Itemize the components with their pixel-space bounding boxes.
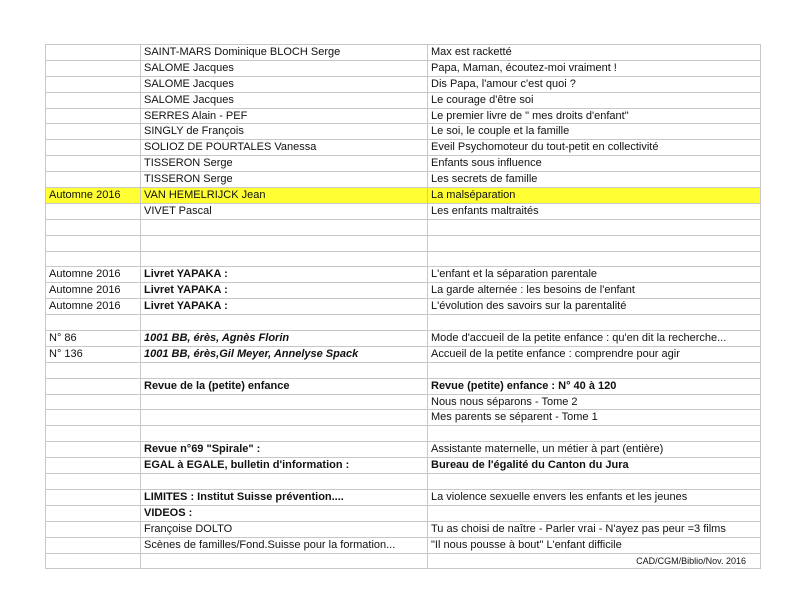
date-cell[interactable] xyxy=(45,61,141,76)
title-cell[interactable]: Max est racketté xyxy=(428,45,761,60)
table-row xyxy=(45,395,761,411)
author-cell[interactable]: 1001 BB, érès, Agnès Florin xyxy=(141,331,428,346)
author-cell[interactable] xyxy=(141,363,428,378)
date-cell[interactable]: Automne 2016 xyxy=(45,283,141,298)
title-cell[interactable]: Nous nous séparons - Tome 2 xyxy=(428,395,761,410)
table-row xyxy=(45,410,761,426)
date-cell[interactable] xyxy=(45,363,141,378)
table-row xyxy=(45,77,761,93)
date-cell[interactable] xyxy=(45,236,141,251)
title-cell[interactable]: Dis Papa, l'amour c'est quoi ? xyxy=(428,77,761,92)
table-row xyxy=(45,61,761,77)
title-cell[interactable] xyxy=(428,252,761,267)
author-cell[interactable]: EGAL à EGALE, bulletin d'information : xyxy=(141,458,428,473)
author-cell[interactable]: SALOME Jacques xyxy=(141,93,428,108)
table-row xyxy=(45,172,761,188)
table-row xyxy=(45,236,761,252)
author-cell[interactable]: SERRES Alain - PEF xyxy=(141,109,428,124)
author-cell[interactable]: 1001 BB, érès,Gil Meyer, Annelyse Spack xyxy=(141,347,428,362)
author-cell[interactable]: LIMITES : Institut Suisse prévention.... xyxy=(141,490,428,505)
title-cell[interactable] xyxy=(428,426,761,441)
author-cell[interactable]: Livret YAPAKA : xyxy=(141,283,428,298)
date-cell[interactable] xyxy=(45,395,141,410)
title-cell[interactable]: Enfants sous influence xyxy=(428,156,761,171)
title-cell[interactable]: Mode d'accueil de la petite enfance : qu'en dit la recherche... xyxy=(428,331,761,346)
table-row xyxy=(45,109,761,125)
date-cell[interactable] xyxy=(45,522,141,537)
title-cell[interactable] xyxy=(428,474,761,489)
table-row xyxy=(45,474,761,490)
date-cell[interactable] xyxy=(45,410,141,425)
title-cell[interactable]: La garde alternée : les besoins de l'enfant xyxy=(428,283,761,298)
date-cell[interactable] xyxy=(45,442,141,457)
author-cell[interactable]: SOLIOZ DE POURTALES Vanessa xyxy=(141,140,428,155)
date-cell[interactable] xyxy=(45,204,141,219)
date-cell[interactable] xyxy=(45,124,141,139)
table-row xyxy=(45,379,761,395)
table-row xyxy=(45,204,761,220)
author-cell[interactable]: Livret YAPAKA : xyxy=(141,267,428,282)
author-cell[interactable]: Revue n°69 "Spirale" : xyxy=(141,442,428,457)
table-row xyxy=(45,283,761,299)
author-cell[interactable]: Livret YAPAKA : xyxy=(141,299,428,314)
title-cell[interactable] xyxy=(428,315,761,330)
date-cell[interactable]: Automne 2016 xyxy=(45,299,141,314)
table-row xyxy=(45,363,761,379)
date-cell[interactable] xyxy=(45,220,141,235)
date-cell[interactable] xyxy=(45,490,141,505)
title-cell[interactable]: La violence sexuelle envers les enfants et les jeunes xyxy=(428,490,761,505)
author-cell[interactable]: SALOME Jacques xyxy=(141,77,428,92)
table-row xyxy=(45,45,761,61)
date-cell[interactable] xyxy=(45,156,141,171)
table-row xyxy=(45,522,761,538)
date-cell[interactable] xyxy=(45,426,141,441)
author-cell[interactable] xyxy=(141,474,428,489)
table-row xyxy=(45,93,761,109)
title-cell[interactable]: Le courage d'être soi xyxy=(428,93,761,108)
table-row xyxy=(45,252,761,268)
author-cell[interactable]: Scènes de familles/Fond.Suisse pour la formation... xyxy=(141,538,428,553)
date-cell[interactable] xyxy=(45,458,141,473)
author-cell[interactable] xyxy=(141,554,428,569)
table-row xyxy=(45,538,761,554)
date-cell[interactable] xyxy=(45,538,141,553)
table-row xyxy=(45,299,761,315)
author-cell[interactable]: SINGLY de François xyxy=(141,124,428,139)
date-cell[interactable]: Automne 2016 xyxy=(45,188,141,203)
table-row xyxy=(45,267,761,283)
title-cell[interactable]: Accueil de la petite enfance : comprendre pour agir xyxy=(428,347,761,362)
table-row xyxy=(45,554,761,570)
title-cell[interactable]: Le premier livre de " mes droits d'enfant" xyxy=(428,109,761,124)
title-cell[interactable]: Tu as choisi de naître - Parler vrai - N'ayez pas peur =3 films xyxy=(428,522,761,537)
author-cell[interactable]: SALOME Jacques xyxy=(141,61,428,76)
author-cell[interactable]: Revue de la (petite) enfance xyxy=(141,379,428,394)
title-cell[interactable] xyxy=(428,236,761,251)
date-cell[interactable] xyxy=(45,109,141,124)
title-cell[interactable]: Les secrets de famille xyxy=(428,172,761,187)
table-row xyxy=(45,490,761,506)
table-row xyxy=(45,426,761,442)
title-cell[interactable]: Eveil Psychomoteur du tout-petit en collectivité xyxy=(428,140,761,155)
date-cell[interactable] xyxy=(45,172,141,187)
highlighted-row xyxy=(45,188,761,204)
spreadsheet-table xyxy=(45,44,761,569)
title-cell[interactable]: L'enfant et la séparation parentale xyxy=(428,267,761,282)
author-cell[interactable] xyxy=(141,252,428,267)
author-cell[interactable] xyxy=(141,426,428,441)
title-cell[interactable] xyxy=(428,220,761,235)
title-cell[interactable]: L'évolution des savoirs sur la parentalité xyxy=(428,299,761,314)
table-row xyxy=(45,156,761,172)
table-row xyxy=(45,315,761,331)
title-cell[interactable]: Les enfants maltraités xyxy=(428,204,761,219)
table-row xyxy=(45,458,761,474)
date-cell[interactable] xyxy=(45,506,141,521)
date-cell[interactable] xyxy=(45,554,141,569)
author-cell[interactable] xyxy=(141,395,428,410)
author-cell[interactable] xyxy=(141,220,428,235)
author-cell[interactable]: TISSERON Serge xyxy=(141,156,428,171)
table-row xyxy=(45,220,761,236)
author-cell[interactable]: TISSERON Serge xyxy=(141,172,428,187)
title-cell[interactable] xyxy=(428,506,761,521)
title-cell[interactable]: Revue (petite) enfance : N° 40 à 120 xyxy=(428,379,761,394)
date-cell[interactable]: N° 136 xyxy=(45,347,141,362)
author-cell[interactable] xyxy=(141,315,428,330)
footer-reference: CAD/CGM/Biblio/Nov. 2016 xyxy=(428,554,761,569)
date-cell[interactable]: N° 86 xyxy=(45,331,141,346)
title-cell[interactable] xyxy=(428,363,761,378)
date-cell[interactable] xyxy=(45,315,141,330)
table-row xyxy=(45,506,761,522)
date-cell[interactable] xyxy=(45,140,141,155)
table-row xyxy=(45,124,761,140)
date-cell[interactable] xyxy=(45,474,141,489)
title-cell[interactable]: Le soi, le couple et la famille xyxy=(428,124,761,139)
table-row xyxy=(45,347,761,363)
author-cell[interactable]: VIVET Pascal xyxy=(141,204,428,219)
title-cell[interactable]: Mes parents se séparent - Tome 1 xyxy=(428,410,761,425)
author-cell[interactable]: VIDEOS : xyxy=(141,506,428,521)
author-cell[interactable]: Françoise DOLTO xyxy=(141,522,428,537)
author-cell[interactable]: SAINT-MARS Dominique BLOCH Serge xyxy=(141,45,428,60)
author-cell[interactable]: VAN HEMELRIJCK Jean xyxy=(141,188,428,203)
date-cell[interactable] xyxy=(45,252,141,267)
author-cell[interactable] xyxy=(141,410,428,425)
date-cell[interactable]: Automne 2016 xyxy=(45,267,141,282)
table-row xyxy=(45,331,761,347)
author-cell[interactable] xyxy=(141,236,428,251)
table-row xyxy=(45,140,761,156)
table-row xyxy=(45,442,761,458)
date-cell[interactable] xyxy=(45,93,141,108)
title-cell[interactable]: Bureau de l'égalité du Canton du Jura xyxy=(428,458,761,473)
title-cell[interactable]: Papa, Maman, écoutez-moi vraiment ! xyxy=(428,61,761,76)
title-cell[interactable]: La malséparation xyxy=(428,188,761,203)
date-cell[interactable] xyxy=(45,379,141,394)
date-cell[interactable] xyxy=(45,77,141,92)
title-cell[interactable]: Assistante maternelle, un métier à part (entière) xyxy=(428,442,761,457)
title-cell[interactable]: "Il nous pousse à bout" L'enfant difficile xyxy=(428,538,761,553)
date-cell[interactable] xyxy=(45,45,141,60)
